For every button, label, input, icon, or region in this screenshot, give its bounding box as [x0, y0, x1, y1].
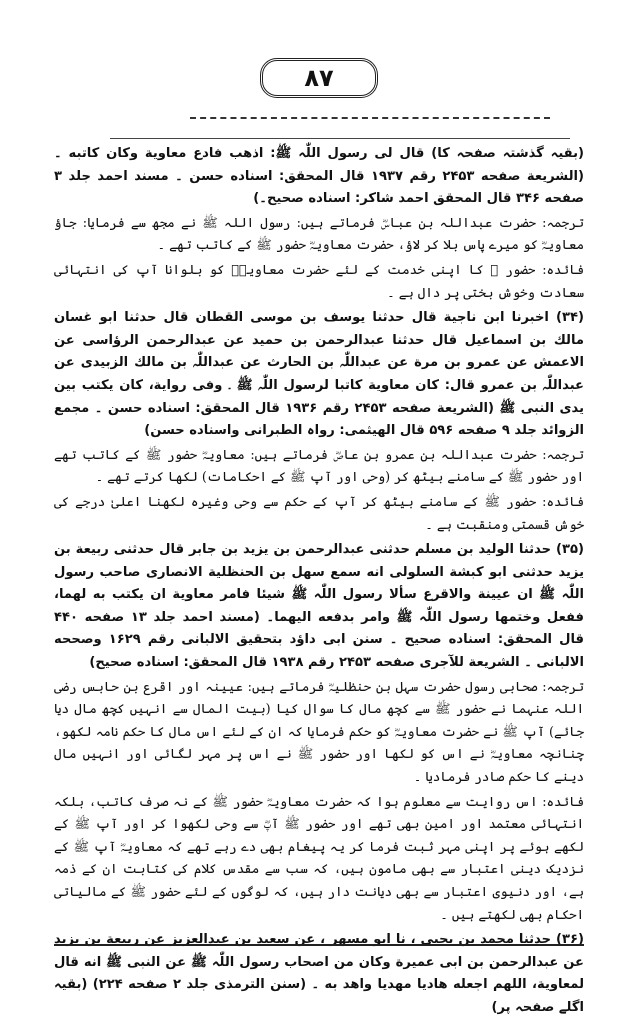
hadith-continuation: (بقیہ گذشتہ صفحہ کا) قال لی رسول اللّٰہ ﷺ: اذھب فادع معاویة وکان کاتبه ۔ (الشریعة صفحه ۲۴۵۳ رقم ۱۹۳۷ قال المحقق: اسناده حسن ۔ مسند احمد جلد ۳ صفحه ۳۴۶ قال المحقق احمد شاکر: اسناده صحیح۔) [54, 146, 585, 207]
hadith-36: (۳۶) حدثنا محمد بن یحیی ، نا ابو مسهر ، عن سعید بن عبدالعزیز عن ربیعة بن یزید عن عبدالرحمن بن ابی عمیرة وکان من اصحاب رسول اللّٰہ ﷺ عن النبی ﷺ انه قال لمعاویة، اللهم اجعله هادیا مهدیا واهد به ۔ (سنن الترمذی جلد ۲ صفحه ۲۲۴) (بقیہ اگلے صفحہ پر) [54, 932, 585, 1015]
translation-paragraph: ترجمہ: صحابی رسول حضرت سہل بن حنظلیہؓ فرماتے ہیں: عیینہ اور اقرع بن حابس رضی اللہ عنہما نے حضور ﷺ سے کچھ مال کا سوال کیا (بیت المال سے انہیں کچھ مال دیا جائے) آپ ﷺ نے حضرت معاویہؓ کو حکم فرمایا کہ ان کے لئے اس مال کا حکم نامہ لکھو، چنانچہ معاویہؓ نے اس کو لکھا اور حضور ﷺ نے اس پر مہر لگائی اور انہیں مال دینے کا حکم صادر فرمادیا ۔ [54, 679, 584, 786]
top-rule [110, 138, 570, 139]
main-text [54, 143, 585, 1015]
bottom-rule [54, 944, 584, 946]
page-number: ٨٧ [304, 64, 334, 92]
benefit-paragraph: فائدہ: اس روایت سے معلوم ہوا کہ حضرت معاویہؓ حضور ﷺ کے نہ صرف کاتب، بلکہ انتہائی معتمد اور امین بھی تھے اور حضور ﷺ آپؓ سے وحی لکھوا کر اور آپ ﷺ کے لکھے ہوئے پر اپنی مہر ثبت فرما کر یہ پیغام بھی دے رہے تھے کہ معاویہؓ آپ ﷺ کے نزدیک دینی اعتبار سے بھی مامون ہیں، کہ سب سے مقدس کلام کی کتابت ان کے ذمہ ہے، اور دنیوی اعتبار سے بھی دیانت دار ہیں، کہ لوگوں کے لئے حضور ﷺ کے مالیاتی احکام بھی لکھتے ہیں ۔ [54, 794, 584, 923]
translation-paragraph: ترجمہ: حضرت عبداللہ بن عباسؓ فرماتے ہیں: رسول اللہ ﷺ نے مجھ سے فرمایا: جاؤ معاویہؓ کو میرے پاس بلا کر لاؤ، حضرت معاویہؓ حضور ﷺ کے کاتب تھے ۔ [54, 215, 584, 254]
translation-paragraph: ترجمہ: حضرت عبداللہ بن عمرو بن عاصؓ فرماتے ہیں: معاویہؓ حضور ﷺ کے کاتب تھے اور حضور ﷺ کے سامنے بیٹھ کر (وحی اور آپ ﷺ کے احکامات) لکھا کرتے تھے ۔ [54, 447, 584, 486]
benefit-paragraph: فائدہ: حضور ﷺ کے سامنے بیٹھ کر آپ کے حکم سے وحی وغیرہ لکھنا اعلیٰ درجے کی خوش قسمتی ومنقبت ہے ۔ [54, 494, 584, 533]
hadith-34: (۳۴) اخبرنا ابن ناجیة قال حدثنا یوسف بن موسی القطان قال حدثنا ابو غسان مالك بن اسماعیل قال حدثنا عبدالرحمن بن حمید عن عبدالرحمن الرؤاسی عن الاعمش عن عمرو بن مرة عن عبداللّٰہ بن الحارث عن عبداللّٰہ بن مالك الزبیدی عن عبداللّٰہ بن عمرو قال: کان معاویة کاتبا لرسول اللّٰہ ﷺ ۔ وفی روایة، کان یکتب بین یدی النبی ﷺ (الشریعة صفحه ۲۴۵۳ رقم ۱۹۳۶ قال المحقق: اسناده حسن ۔ مجمع الزوائد جلد ۹ صفحه ۵۹۶ قال الھیثمی: رواہ الطبرانی واسناده حسن) [54, 310, 585, 439]
hadith-35: (۳۵) حدثنا الولید بن مسلم حدثنی عبدالرحمن بن یزید بن جابر قال حدثنی ربیعة بن یزید حدثنی ابو کبشة السلولی انه سمع سهل بن الحنظلیة الانصاری صاحب رسول اللّٰہ ﷺ ان عیینة والاقرع سألا رسول اللّٰہ ﷺ شیئا فامر معاویة ان یکتب به لهما، ففعل وختمها رسول اللّٰہ ﷺ وامر بدفعه الیهما۔ (مسند احمد جلد ۱۳ صفحه ۴۴۰ قال المحقق: اسناده صحیح ۔ سنن ابی داؤد بتحقیق الالبانی رقم ۱۶۲۹ وصححه الالبانی ۔ الشریعة للآجری صفحه ۲۴۵۳ رقم ۱۹۳۸ قال المحقق: اسناده صحیح) [54, 542, 584, 671]
top-dashed-rule [190, 117, 550, 119]
page-number-badge [260, 58, 378, 98]
benefit-paragraph: فائدہ: حضور ﷺ کا اپنی خدمت کے لئے حضرت معاویہؓ کو بلوانا آپ کی انتہائی سعادت وخوش بختی پر دال ہے ۔ [54, 262, 584, 301]
